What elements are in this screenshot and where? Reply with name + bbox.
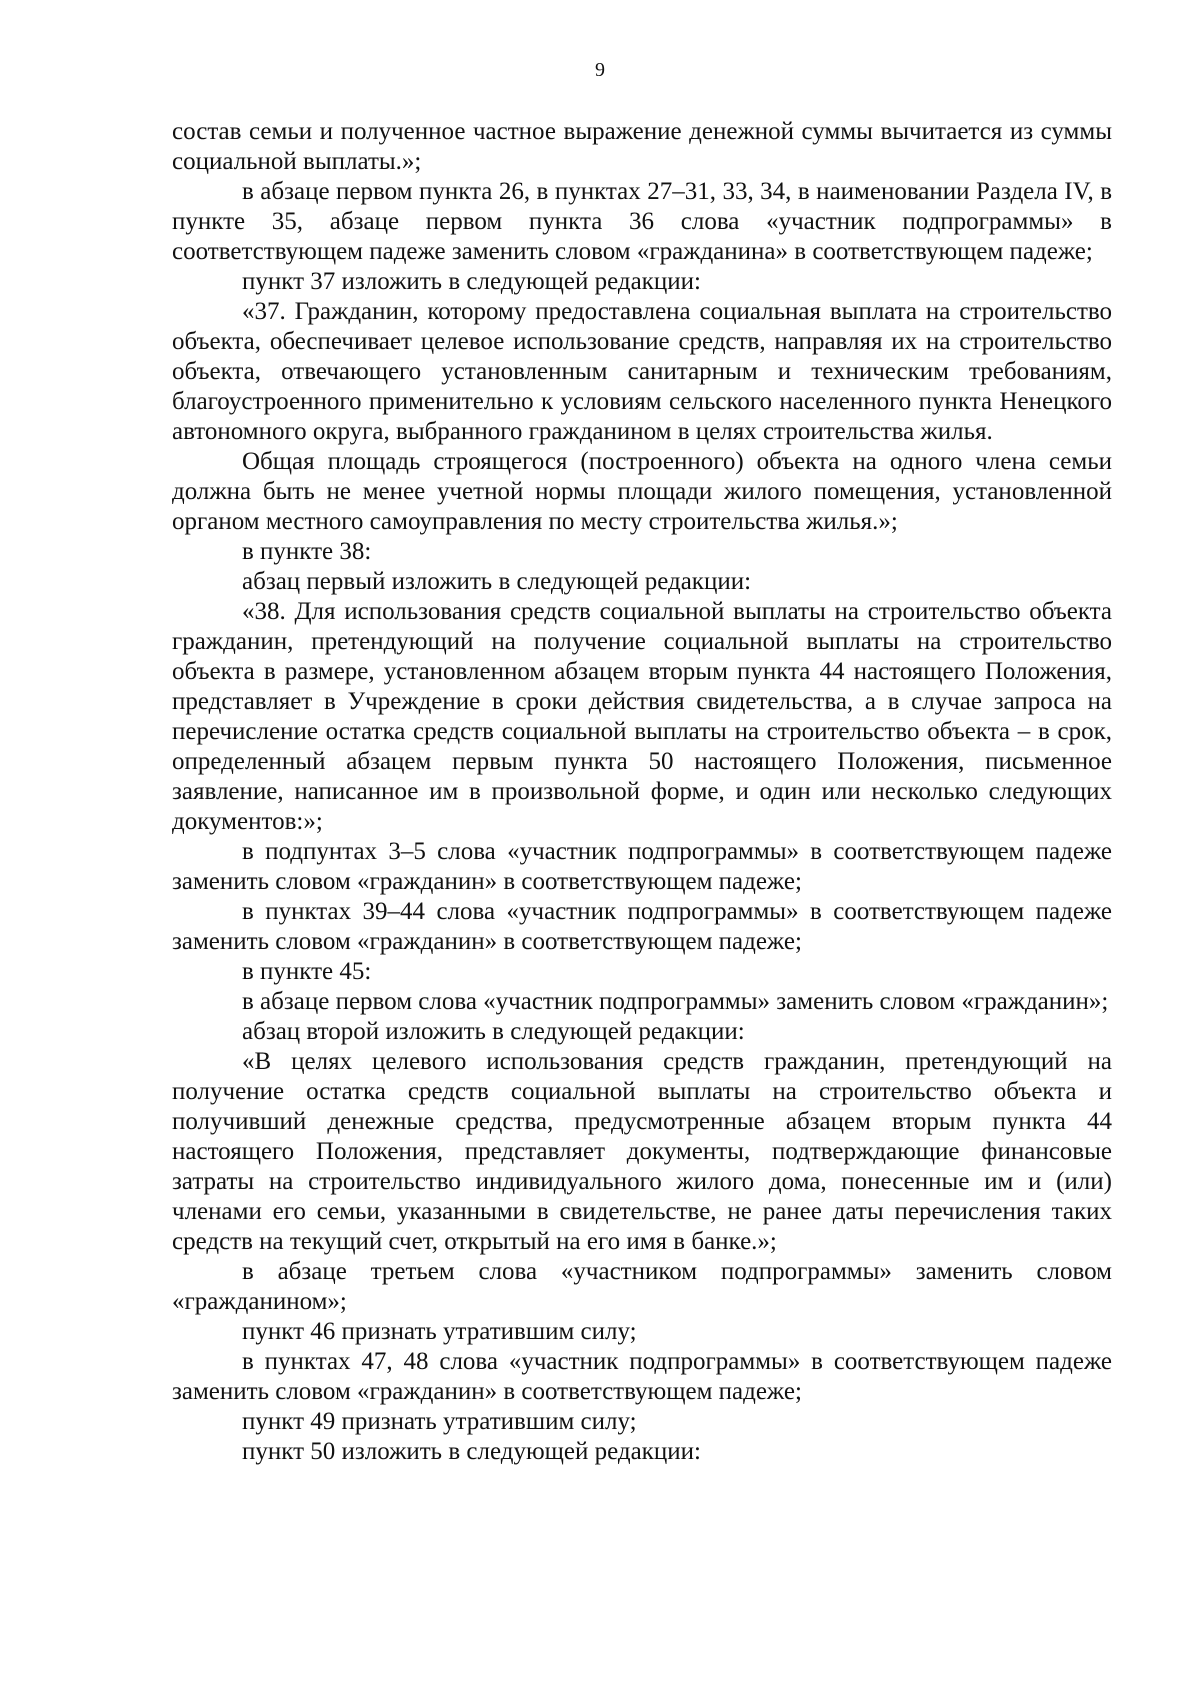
paragraph: Общая площадь строящегося (построенного) объекта на одного члена семьи должна быть не менее учетной нормы площади жилого помещения, установленной органом местного самоуправления по месту строительства жилья.»; bbox=[172, 448, 1112, 535]
paragraph: в пункте 38: bbox=[242, 538, 372, 565]
paragraph-continuation: состав семьи и полученное частное выражение денежной суммы вычитается из суммы социальной выплаты.»; bbox=[172, 118, 1112, 175]
paragraph: в пунктах 47, 48 слова «участник подпрограммы» в соответствующем падеже заменить словом «гражданин» в соответствующем падеже; bbox=[172, 1348, 1112, 1405]
paragraph: в абзаце третьем слова «участником подпрограммы» заменить словом «гражданином»; bbox=[172, 1258, 1112, 1315]
paragraph: пункт 37 изложить в следующей редакции: bbox=[242, 268, 701, 295]
paragraph: пункт 50 изложить в следующей редакции: bbox=[242, 1438, 701, 1465]
paragraph: «38. Для использования средств социальной выплаты на строительство объекта гражданин, претендующий на получение социальной выплаты на строительство объекта в размере, установленном абзацем вторым пункта 44 настоящего Положения, представляет в Учреждение в сроки действия свидетельства, а в случае запроса на перечисление остатка средств социальной выплаты на строительство объекта – в срок, определенный абзацем первым пункта 50 настоящего Положения, письменное заявление, написанное им в произвольной форме, и один или несколько следующих документов:»; bbox=[172, 598, 1112, 835]
paragraph: «37. Гражданин, которому предоставлена социальная выплата на строительство объекта, обеспечивает целевое использование средств, направляя их на строительство объекта, отвечающего установленным санитарным и техническим требованиям, благоустроенного применительно к условиям сельского населенного пункта Ненецкого автономного округа, выбранного гражданином в целях строительства жилья. bbox=[172, 298, 1112, 445]
paragraph: в абзаце первом пункта 26, в пунктах 27–31, 33, 34, в наименовании Раздела IV, в пункте 35, абзаце первом пункта 36 слова «участник подпрограммы» в соответствующем падеже заменить словом «гражданина» в соответствующем падеже; bbox=[172, 178, 1112, 265]
paragraph: пункт 46 признать утратившим силу; bbox=[242, 1318, 637, 1345]
paragraph: в абзаце первом слова «участник подпрограммы» заменить словом «гражданин»; bbox=[242, 988, 1109, 1015]
paragraph: в пунктах 39–44 слова «участник подпрограммы» в соответствующем падеже заменить словом «гражданин» в соответствующем падеже; bbox=[172, 898, 1112, 955]
paragraph: абзац второй изложить в следующей редакции: bbox=[242, 1018, 745, 1045]
page-number: 9 bbox=[595, 59, 605, 81]
paragraph: в подпунтах 3–5 слова «участник подпрограммы» в соответствующем падеже заменить словом «гражданин» в соответствующем падеже; bbox=[172, 838, 1112, 895]
paragraph: пункт 49 признать утратившим силу; bbox=[242, 1408, 637, 1435]
paragraph: «В целях целевого использования средств гражданин, претендующий на получение остатка средств социальной выплаты на строительство объекта и получивший денежные средства, предусмотренные абзацем вторым пункта 44 настоящего Положения, представляет документы, подтверждающие финансовые затраты на строительство индивидуального жилого дома, понесенные им и (или) членами его семьи, указанными в свидетельстве, не ранее даты перечисления таких средств на текущий счет, открытый на его имя в банке.»; bbox=[172, 1048, 1112, 1255]
paragraph: абзац первый изложить в следующей редакции: bbox=[242, 568, 752, 595]
paragraph: в пункте 45: bbox=[242, 958, 372, 985]
document-body bbox=[172, 117, 1112, 1467]
